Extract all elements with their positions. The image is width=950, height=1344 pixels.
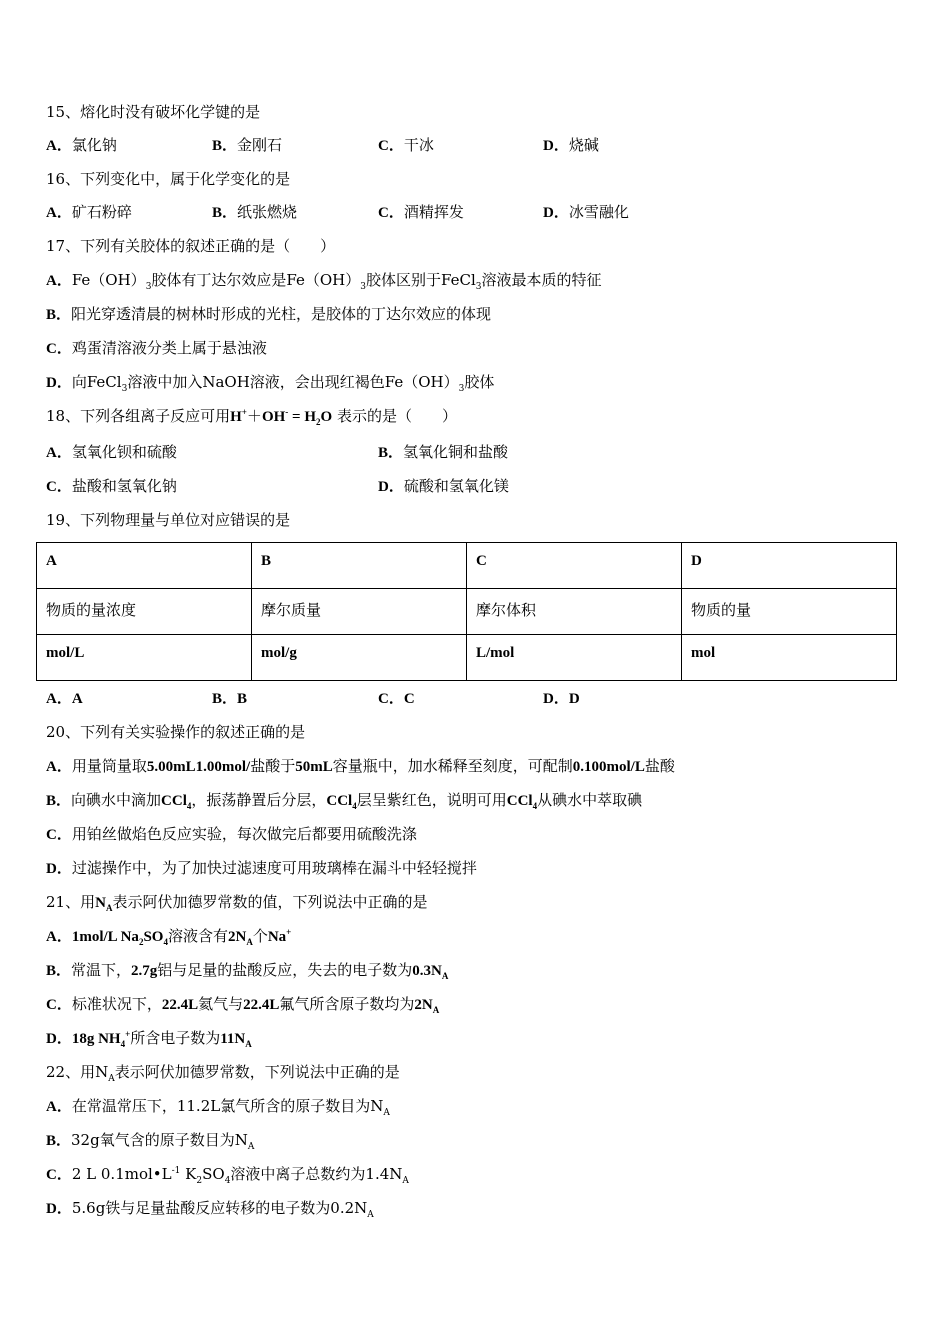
question-number: 15、 — [46, 103, 81, 121]
q18-option-a: A．氢氧化钡和硫酸 — [46, 443, 177, 461]
q19-option-d: D．D — [543, 691, 580, 707]
q21-option-d: D．18g $NH_4^+$所含电子数为$11N_A$ — [46, 1029, 252, 1049]
table-header-cell: B — [252, 543, 467, 589]
units-table — [36, 542, 897, 681]
question-16-stem: 16、下列变化中，属于化学变化的是 — [46, 170, 291, 188]
q18-option-c: C．盐酸和氢氧化钠 — [46, 477, 177, 495]
q20-option-d: D．过滤操作中，为了加快过滤速度可用玻璃棒在漏斗中轻轻搅拌 — [46, 859, 477, 877]
table-header-cell: C — [467, 543, 682, 589]
q22-option-a: A．在常温常压下，11.2L氯气所含的原子数目为$N_A$ — [46, 1097, 390, 1118]
q15-option-c: C．干冰 — [378, 136, 434, 154]
table-row — [37, 543, 897, 589]
table-header-cell: A — [37, 543, 252, 589]
table-cell: L/mol — [467, 635, 682, 681]
table-cell: 物质的量 — [682, 589, 897, 635]
q17-option-b: B．阳光穿透清晨的树林时形成的光柱，是胶体的丁达尔效应的体现 — [46, 305, 492, 323]
q20-option-a: A．用量筒量取5.00mL1.00mol/盐酸于50mL容量瓶中，加水稀释至刻度，可配制0.100mol/L盐酸 — [46, 757, 675, 775]
table-header-cell: D — [682, 543, 897, 589]
question-21-stem: 21、用$N_A$表示阿伏加德罗常数的值，下列说法中正确的是 — [46, 893, 428, 913]
question-19-stem: 19、下列物理量与单位对应错误的是 — [46, 511, 291, 529]
q20-option-b: B．向碘水中滴加CCl$_4$，振荡静置后分层，CCl$_4$层呈紫红色，说明可用CCl$_4$从碘水中萃取碘 — [46, 791, 643, 811]
q16-option-a: A．矿石粉碎 — [46, 203, 132, 221]
table-cell: 摩尔质量 — [252, 589, 467, 635]
q21-option-a: A．1mol/L $Na_2SO_4$溶液含有$2N_A$个Na+ — [46, 927, 292, 947]
q22-option-d: D．5.6g铁与足量盐酸反应转移的电子数为$0.2N_A$ — [46, 1199, 374, 1220]
table-cell: 物质的量浓度 — [37, 589, 252, 635]
question-15-stem — [46, 101, 260, 123]
q16-option-c: C．酒精挥发 — [378, 203, 464, 221]
table-cell: mol/g — [252, 635, 467, 681]
question-text: 熔化时没有破坏化学键的是 — [80, 103, 261, 121]
q17-option-c: C．鸡蛋清溶液分类上属于悬浊液 — [46, 339, 267, 357]
table-row — [37, 589, 897, 635]
q17-option-a: A．$Fe(OH)_3$胶体有丁达尔效应是$Fe(OH)_3$胶体区别于FeCl$_3$溶液最本质的特征 — [46, 271, 602, 292]
q15-option-a: A．氯化钠 — [46, 136, 117, 154]
q16-option-b: B．纸张燃烧 — [212, 203, 298, 221]
q19-option-a: A．A — [46, 691, 83, 707]
q22-option-c: C．2 L $0.1mol•L^{-1}$ $K_2SO_4$溶液中离子总数约为$1.4N_A$ — [46, 1165, 409, 1186]
q21-option-b: B．常温下，2.7g铝与足量的盐酸反应，失去的电子数为$0.3N_A$ — [46, 961, 449, 981]
q22-option-b: B．32g氧气含的原子数目为$N_A$ — [46, 1131, 255, 1152]
question-22-stem: 22、用$N_A$表示阿伏加德罗常数，下列说法中正确的是 — [46, 1063, 400, 1084]
table-cell: mol — [682, 635, 897, 681]
q17-option-d: D．向FeCl$_3$溶液中加入NaOH溶液，会出现红褐色$Fe(OH)_3$胶体 — [46, 373, 495, 394]
q19-option-c: C．C — [378, 691, 415, 707]
question-20-stem: 20、下列有关实验操作的叙述正确的是 — [46, 723, 306, 741]
q18-option-d: D．硫酸和氢氧化镁 — [378, 477, 509, 495]
q21-option-c: C．标准状况下，22.4L氦气与22.4L氟气所含原子数均为$2N_A$ — [46, 995, 440, 1015]
table-cell: mol/L — [37, 635, 252, 681]
table-cell: 摩尔体积 — [467, 589, 682, 635]
q18-option-b: B．氢氧化铜和盐酸 — [378, 443, 509, 461]
q15-option-b: B．金刚石 — [212, 136, 283, 154]
question-17-stem: 17、下列有关胶体的叙述正确的是（ ） — [46, 237, 336, 255]
question-18-stem: 18、下列各组离子反应可用$H^++OH^- = H_2O$ 表示的是（ ） — [46, 407, 457, 427]
q20-option-c: C．用铂丝做焰色反应实验，每次做完后都要用硫酸洗涤 — [46, 825, 417, 843]
table-row — [37, 635, 897, 681]
q19-option-b: B．B — [212, 691, 248, 707]
q16-option-d: D．冰雪融化 — [543, 203, 629, 221]
q15-option-d: D．烧碱 — [543, 136, 599, 154]
